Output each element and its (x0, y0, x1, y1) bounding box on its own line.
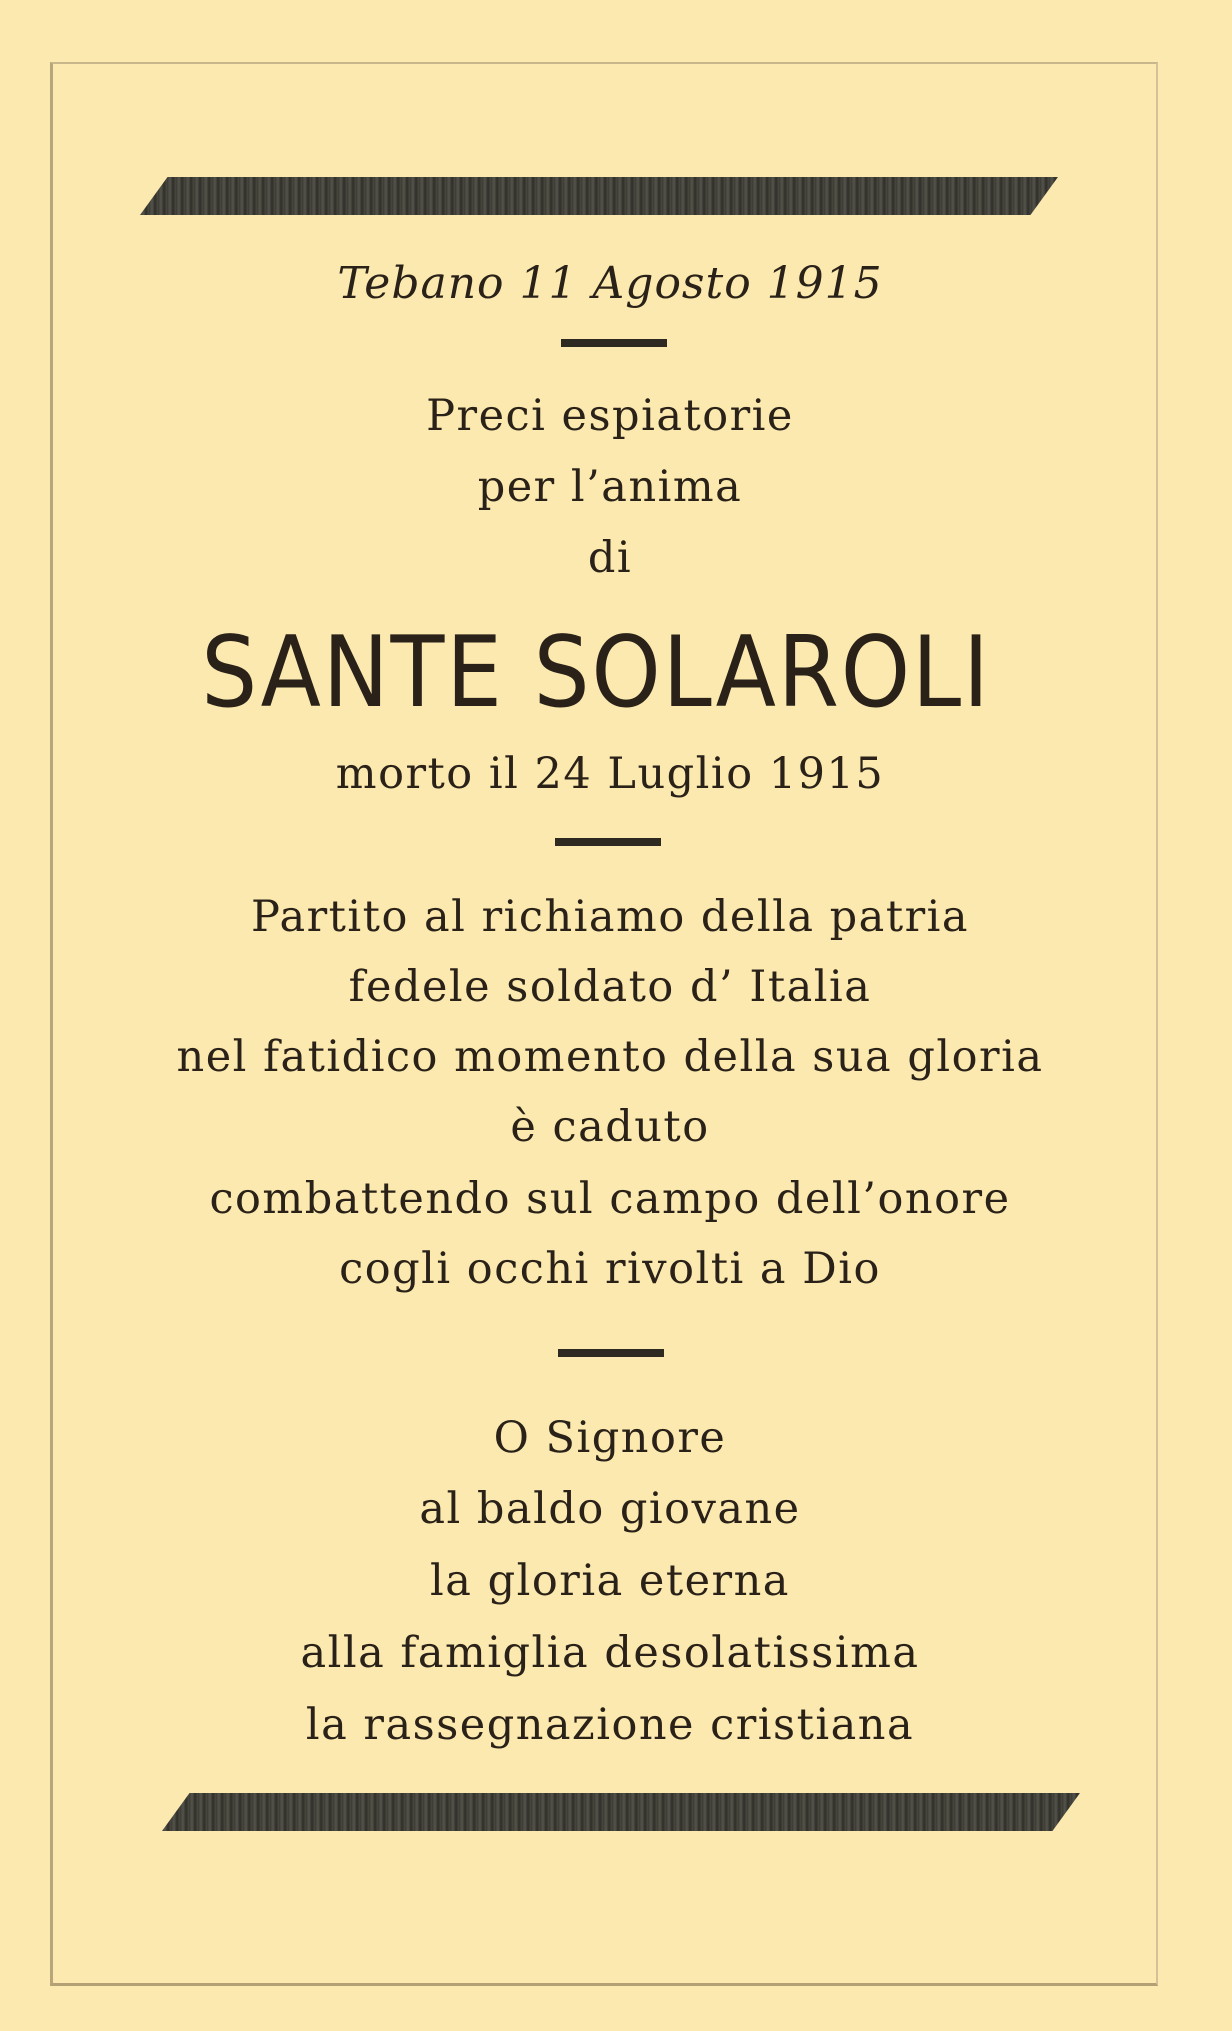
memorial-card (50, 62, 1158, 1986)
divider-2 (555, 838, 661, 846)
prayer-line-3: la gloria eterna (430, 1556, 790, 1606)
intro-line-1: Preci espiatorie (426, 391, 794, 441)
tribute-line-2: fedele soldato d’ Italia (348, 962, 872, 1012)
death-date-line: morto il 24 Luglio 1915 (335, 749, 885, 799)
tribute-line-1: Partito al richiamo della patria (250, 892, 970, 942)
intro-line-2: per l’anima (477, 462, 743, 512)
prayer-line-4: alla famiglia desolatissima (300, 1628, 920, 1678)
tribute-line-3: nel fatidico momento della sua gloria (176, 1032, 1044, 1082)
date-line: Tebano 11 Agosto 1915 (337, 258, 883, 309)
divider-1 (561, 339, 667, 347)
tribute-line-6: cogli occhi rivolti a Dio (339, 1244, 881, 1294)
prayer-line-5: la rassegnazione cristiana (305, 1700, 915, 1750)
bottom-mourning-band (162, 1793, 1080, 1831)
top-mourning-band (140, 177, 1058, 215)
intro-line-3: di (587, 533, 633, 583)
deceased-name: SANTE SOLAROLI (201, 616, 991, 730)
tribute-line-4: è caduto (510, 1102, 710, 1152)
divider-3 (558, 1349, 664, 1357)
prayer-line-2: al baldo giovane (419, 1484, 801, 1534)
tribute-line-5: combattendo sul campo dell’onore (209, 1174, 1011, 1224)
prayer-line-1: O Signore (493, 1413, 727, 1463)
